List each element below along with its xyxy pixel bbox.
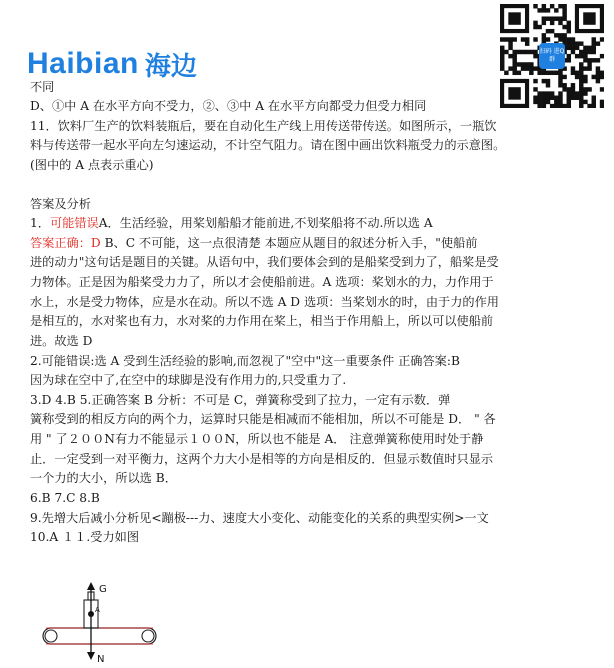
right-roller [142, 630, 154, 642]
text-line: 11．饮料厂生产的饮料装瓶后，要在自动化生产线上用传送带传送。如图所示，一瓶饮 [30, 119, 497, 133]
logo-english: Haibian [27, 47, 139, 80]
correct-answer-label: 答案正确：D [30, 236, 101, 250]
text-line: 用 " 了２００N有力不能显示１００N，所以也不能是 A． 注意弹簧称使用时处于静 [30, 432, 484, 446]
label-g: G [99, 584, 107, 595]
correct-answer-line [30, 234, 477, 253]
text-line: 进的动力"这句话是题目的关键。从语句中，我们要体会到的是船桨受到力了，船桨是受 [30, 255, 499, 269]
answer-1-number: 1． [30, 216, 50, 230]
text-line: 9.先增大后减小分析见<蹦极---力、速度大小变化、动能变化的关系的典型实例>一文 [30, 511, 489, 525]
logo-chinese: 海边 [144, 51, 197, 82]
section-heading: 答案及分析 [30, 197, 91, 211]
text-line: 进。故选 D [30, 334, 93, 348]
answer-1-text: A．生活经验，用桨划船船才能前进,不划桨船将不动.所以选 A [98, 216, 433, 230]
text-line: 一个力的大小，所以选 B． [30, 471, 177, 485]
force-diagram [38, 582, 168, 664]
text-line: D、①中 A 在水平方向不受力，②、③中 A 在水平方向都受力但受力相同 [30, 99, 427, 113]
answer-1-line [30, 214, 433, 233]
text-line: 6.B 7.C 8.B [30, 491, 100, 505]
text-line: 簧称受到的相反方向的两个力，运算时只能是相减而不能相加，所以不可能是 D． " 各 [30, 412, 496, 426]
conveyor-belt [43, 628, 156, 644]
left-roller [45, 630, 57, 642]
possible-error-label: 可能错误 [49, 216, 99, 230]
correct-answer-text: B、C 不可能，这一点很清楚 本题应从题目的叙述分析入手，"使船前 [100, 236, 478, 250]
text-line: 不同 [30, 80, 55, 94]
qr-code-icon [500, 4, 604, 108]
text-line: 10.A １１.受力如图 [30, 530, 140, 544]
text-line: 是相互的，水对桨也有力，水对桨的力作用在桨上，相当于作用船上，所以可以使船前 [30, 314, 494, 328]
text-line: 止．一定受到一对平衡力，这两个力大小是相等的方向是相反的．但显示数值时只显示 [30, 452, 494, 466]
text-line: 水上，水是受力物体，应是水在动。所以不选 A D 选项：当桨划水的时，由于力的作用 [30, 295, 499, 309]
text-line: 2.可能错误:选 A 受到生活经验的影响,而忽视了"空中"这一重要条件 正确答案:B [30, 354, 460, 368]
label-n: N [97, 654, 105, 664]
text-line: 力物体。正是因为船桨受力力了，所以才会使船前进。A 选项：桨划水的力，力作用于 [30, 275, 494, 289]
qr-center-badge: 扫码 进Q群 [539, 43, 565, 69]
label-a: A [95, 606, 100, 614]
text-line: 3.D 4.B 5.正确答案 B 分析：不可是 C，弹簧称受到了拉力，一定有示数．弹 [30, 393, 451, 407]
text-line: 因为球在空中了,在空中的球脚是没有作用力的,只受重力了. [30, 373, 347, 387]
text-line: 料与传送带一起水平向左匀速运动，不计空气阻力。请在图中画出饮料瓶受力的示意图。 [30, 138, 506, 152]
text-line: (图中的 A 点表示重心) [30, 158, 154, 172]
haibian-logo [27, 47, 197, 81]
